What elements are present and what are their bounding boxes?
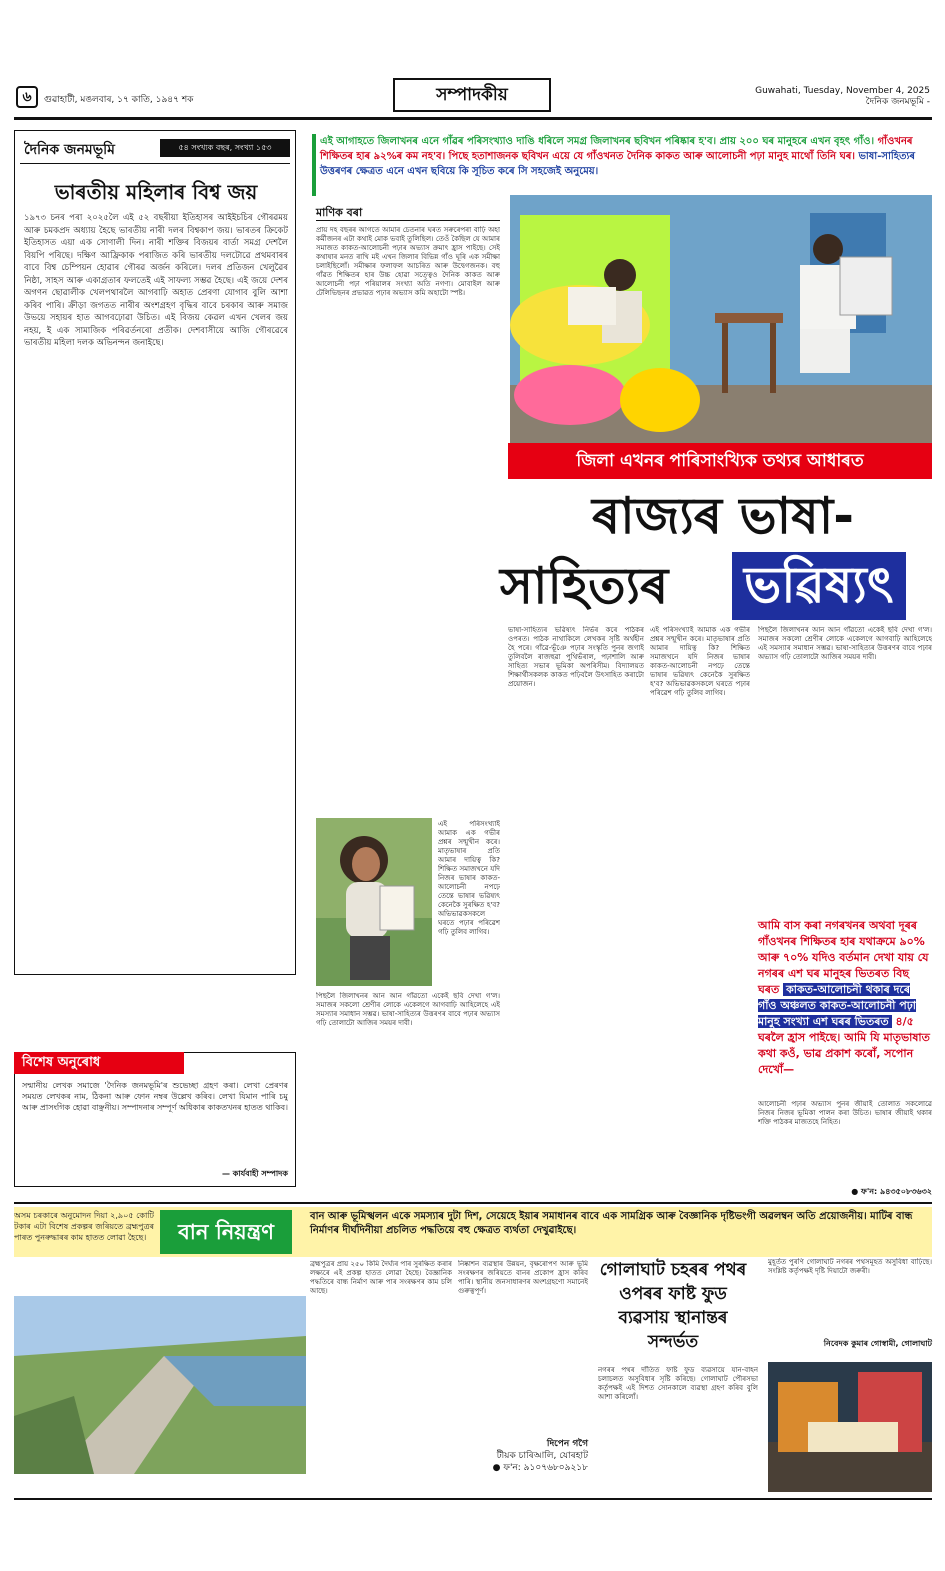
pull-quote-a: আমি বাস কৰা নগৰখনৰ অথবা দূৰৰ গাঁওখনৰ শিক্ষিতৰ হাৰ যথাক্ৰমে ৯০% আৰু ৭০% যদিও বৰ্তমান দেখা যায় যে নগৰৰ এশ ঘৰ মানুহৰ ভিতৰত বিছ ঘৰত [758,919,929,996]
header-rule [14,117,932,120]
golaghat-body: নগৰৰ পথৰ দাঁতিত ফাষ্ট ফুড ব্যৱসায়ে যান-বাহন চলাচলত অসুবিধাৰ সৃষ্টি কৰিছে। গোলাঘাট পৌৰসভা কৰ্তৃপক্ষই এই দিশত সোনকালে ব্যৱস্থা গ্ৰহণ কৰিব বুলি আশা কৰিলোঁ। [598,1366,758,1401]
pull-quote [758,918,932,1078]
flood-body-left: অসম চৰকাৰে অনুমোদন দিয়া ২,৯০৫ কোটি টকাৰ এটা বিশেষ প্ৰকল্পৰ জৰিয়তে ব্ৰহ্মপুত্ৰৰ পাৰত পুনৰুদ্ধাৰৰ কাম হাতত লোৱা হৈছে। [14,1211,154,1242]
editorial-body: ১৯৭৩ চনৰ পৰা ২০২৫লৈ এই ৫২ বছৰীয়া ইতিহাসৰ আইইচচিৰ গৌৰৱময় আৰু চমকপ্ৰদ অধ্যায় হৈছে ভাৰতীয় নাৰী দলৰ বিশ্বকাপ জয়। ভাৰতৰ ক্ৰিকেট ইতিহাসত এয়া এক সোণালী দিন। নাৰী শক্তিৰ বিজয়ৰ বাৰ্তা সমগ্ৰ দেশলৈ বিয়পি পৰিছে। দক্ষিণ আফ্ৰিকাক পৰাজিত কৰি ভাৰতীয় দলটোৱে প্ৰথমবাৰৰ বাবে বিশ্ব চেম্পিয়ন হোৱাৰ গৌৰৱ অৰ্জন কৰিলে। দলৰ প্ৰতিজন খেলুৱৈৰ নিষ্ঠা, সাহস আৰু একাগ্ৰতাৰ ফলতেই এই সাফল্য সম্ভৱ হৈছে। এই জয়ে দেশৰ অগণন ছোৱালীক খেলপথাৰলৈ আগবাঢ়ি অহাত প্ৰেৰণা যোগাব বুলি আশা কৰিব পাৰি। ক্ৰীড়া জগতত নাৰীৰ অংশগ্ৰহণ বৃদ্ধিৰ বাবে চৰকাৰ আৰু সমাজ উভয়ে সহায়ৰ হাত আগবঢ়োৱা উচিত। এই বিজয় কেৱল এখন খেলৰ জয় নহয়, ই এক সামাজিক পৰিৱৰ্তনৰো প্ৰতীক। দেশবাসীয়ে আজি গৌৰৱেৰে ভাৰতীয় মহিলা দলক অভিনন্দন জনাইছে। [24,213,288,348]
fastfood-photo [768,1362,932,1492]
article-intro [320,134,932,179]
article-body-col5-end: আলোচনী পঢ়াৰ অভ্যাস পুনৰ জীয়াই তোলাত সকলোৱে নিজৰ নিজৰ ভূমিকা পালন কৰা উচিত। ভাষাৰ জীয়াই থকাৰ শক্তি পাঠকৰ মাজতহে নিহিত। [758,1100,932,1126]
footer-rule [14,1498,932,1500]
flood-byline: দিপেন গগৈ [546,1439,588,1449]
headline-highlight: ভৱিষ্যৎ [732,552,906,620]
flood-photo [14,1296,306,1474]
flood-title: বান নিয়ন্ত্ৰণ [160,1210,292,1254]
editorial-title: ভাৰতীয় মহিলাৰ বিশ্ব জয় [54,180,258,204]
pull-quote-b: কাকত-আলোচনী থকাৰ দৰে গাঁও অঞ্চলত কাকত-আলোচনী পঢ়া মানুহ সংখ্যা এশ ঘৰৰ ভিতৰত [758,983,916,1028]
article-body-col4: এই পৰিসংখ্যাই আমাক এক গভীৰ প্ৰশ্নৰ সন্মুখীন কৰে। মাতৃভাষাৰ প্ৰতি আমাৰ দায়িত্ব কি? শিক্ষিত সমাজখনে যদি নিজৰ ভাষাৰ কাকত-আলোচনী নপঢ়ে তেন্তে ভাষাৰ ভৱিষ্যৎ কেনেকৈ সুৰক্ষিত হ'ব? অভিভাৱকসকলে ঘৰতে পঢ়াৰ পৰিৱেশ গঢ়ি তুলিব লাগিব। [650,626,750,697]
flood-body-col1: ব্ৰহ্মপুত্ৰৰ প্ৰায় ২৫০ কিমি দৈৰ্ঘ্যৰ পাৰ সুৰক্ষিত কৰাৰ লক্ষ্যৰে এই প্ৰকল্প হাতত লোৱা হৈছে। বৈজ্ঞানিক পদ্ধতিৰে বান্ধ নিৰ্মাণ আৰু পাৰ সংৰক্ষণৰ কাম চলি আছে। [310,1260,452,1295]
flood-intro: বান আৰু ভূমিস্খলন একে সমস্যাৰ দুটা দিশ, সেয়েহে ইয়াৰ সমাধানৰ বাবে এক সামগ্ৰিক আৰু বৈজ্ঞানিক দৃষ্টিভংগী অৱলম্বন অতি প্ৰয়োজনীয়। মাটিৰ বান্ধ নিৰ্মাণৰ দীৰ্ঘদিনীয়া প্ৰচলিত পদ্ধতিয়ে বহু ক্ষেত্ৰত ব্যৰ্থতা দেখুৱাইছে। [310,1211,913,1236]
section-title: সম্পাদকীয় [393,78,551,112]
special-request-heading: বিশেষ অনুৰোধ [14,1052,184,1074]
newspaper-readers-photo [510,195,932,443]
bottom-rule [14,1202,932,1204]
article-body-col2b: এই পৰিসংখ্যাই আমাক এক গভীৰ প্ৰশ্নৰ সন্মুখীন কৰে। মাতৃভাষাৰ প্ৰতি আমাৰ দায়িত্ব কি? শিক্ষিত সমাজখনে যদি নিজৰ ভাষাৰ কাকত-আলোচনী নপঢ়ে তেন্তে ভাষাৰ ভৱিষ্যৎ কেনেকৈ সুৰক্ষিত হ'ব? অভিভাৱকসকলে ঘৰতে পঢ়াৰ পৰিৱেশ গঢ়ি তুলিব লাগিব। [438,820,500,936]
golaghat-byline: নিবেদক কুমাৰ গোস্বামী, গোলাঘাট [823,1339,932,1348]
right-dateline-block [660,86,930,108]
right-dateline: Guwahati, Tuesday, November 4, 2025 [755,86,930,96]
intro-red: গাঁওখনৰ শিক্ষিতৰ হাৰ ৯২%ৰ কম নহ'ব। পিছে হতাশাজনক ছবিখন এয়ে যে গাঁওখনত দৈনিক কাকত আৰু আলোচনী পঢ়া মানুহ মাথোঁ তিনি ঘৰ। [320,136,913,162]
pull-quote-c: ৪/৫ ঘৰলৈ হ্ৰাস পাইছে। আমি যি মাতৃভাষাত কথা কওঁ, ভাৱ প্ৰকাশ কৰোঁ, সপোন দেখোঁ— [758,1015,930,1076]
article-byline: মাণিক বৰা [316,206,363,219]
editorial-badge: ৫৪ সংখ্যক বছৰ, সংখ্যা ১৫৩ [160,139,290,157]
intro-green: এই আগাহতে জিলাখনৰ এনে গাঁৱৰ পৰিসংখ্যাও দাঙি ধৰিলে সমগ্ৰ জিলাখনৰ ছবিখন পৰিষ্কাৰ হ'ব। প্ৰায় ২০০ ঘৰ মানুহৰে এখন বৃহৎ গাঁও। [320,136,875,147]
special-request-signature: — কাৰ্যবাহী সম্পাদক [221,1169,288,1178]
page-number: ৬ [16,86,38,108]
byline-rule [316,220,500,221]
intro-blue: ভাষা-সাহিত্যৰ উত্তৰণৰ ক্ষেত্ৰত এনে এখন ছবিয়ে কি সূচিত কৰে সি সহজেই অনুমেয়। [320,151,916,177]
golaghat-title: গোলাঘাট চহৰৰ পথৰ ওপৰৰ ফাষ্ট ফুড ব্যৱসায় স্থানান্তৰ সন্দৰ্ভত [599,1260,747,1352]
left-dateline: গুৱাহাটী, মঙলবাৰ, ১৭ কাতি, ১৯৪৭ শক [44,95,194,105]
intro-bar [312,134,316,196]
reader-photo [316,818,432,986]
headline-line-2: সাহিত্যৰ [500,557,669,615]
article-body-col1: প্ৰায় দহ বছৰৰ আগতে আমাৰ চেতনাৰ ঘৰত সৰুৰেপৰা বাঢ়ি অহা কৰ্মীজনৰ এটা কথাই মোক ভবাই তুলিছিল। তেওঁ কৈছিল যে আমাৰ সমাজত কাকত-আলোচনী পঢ়াৰ অভ্যাস ক্ৰমাৎ হ্ৰাস পাইছে। সেই কথাষাৰ মনত ৰাখি মই এখন জিলাৰ বিভিন্ন গাঁও ঘূৰি এক সমীক্ষা চলাইছিলোঁ। সমীক্ষাৰ ফলাফল আচৰিত আৰু উদ্বেগজনক। বহু গাঁৱত শিক্ষিতৰ হাৰ উচ্চ হোৱা সত্ত্বেও দৈনিক কাকত আৰু আলোচনী পঢ়া পৰিয়ালৰ সংখ্যা অতি নগণ্য। মোবাইল আৰু টেলিভিছনৰ প্ৰভাৱত পঢ়াৰ অভ্যাস কমি অহাটো স্পষ্ট। [316,226,500,297]
article-body-col2c: পিছলৈ জিলাখনৰ আন আন গাঁৱতো একেই ছবি দেখা গ'ল। সমাজৰ সকলো শ্ৰেণীৰ লোকে একেলগে আগবাঢ়ি আহিলেহে এই সমস্যাৰ সমাধান সম্ভৱ। ভাষা-সাহিত্যৰ উত্তৰণৰ বাবে পঢ়াৰ অভ্যাস গঢ়ি তোলাটো আজিৰ সময়ৰ দাবী। [316,992,500,1027]
flood-byline-sub: টীয়ক চাৰিআলি, যোৰহাট [496,1451,588,1461]
article-body-col3: ভাষা-সাহিত্যৰ ভৱিষ্যৎ নিৰ্ভৰ কৰে পাঠকৰ ওপৰত। পাঠক নাথাকিলে লেখকৰ সৃষ্টি অৰ্থহীন হৈ পৰে। গাঁৱে-ভূঁঞে পঢ়াৰ সংস্কৃতি পুনৰ জগাই তুলিবলৈ ৰাজহুৱা পুথিভঁৰাল, পঢ়াশালি আৰু সাহিত্য সভাৰ ভূমিকা অপৰিসীম। বিদ্যালয়ত শিক্ষাৰ্থীসকলক কাকত পঢ়িবলৈ উৎসাহিত কৰাটো প্ৰয়োজন। [508,626,644,688]
flood-body-col2: নিষ্কাশন ব্যৱস্থাৰ উন্নয়ন, বৃক্ষৰোপণ আৰু ভূমি সংৰক্ষণৰ জৰিয়তে বানৰ প্ৰকোপ হ্ৰাস কৰিব পাৰি। স্থানীয় জনসাধাৰণৰ অংশগ্ৰহণো সমানেই গুৰুত্বপূৰ্ণ। [458,1260,588,1295]
golaghat-body-top: মুহূৰ্তত পুৰণি গোলাঘাট নগৰৰ পথসমূহত অসুবিধা বাঢ়িছে। সংশ্লিষ্ট কৰ্তৃপক্ষই দৃষ্টি দিয়াটো জৰুৰী। [768,1258,932,1275]
flood-byline-block [458,1438,588,1474]
article-contact: ● ফ'ন: ৯৪৩৫০৮৩৬৩২ [851,1187,932,1196]
special-request-body: সন্মানীয় লেখক সমাজে 'দৈনিক জনমভূমি'ৰ শুভেচ্ছা গ্ৰহণ কৰা। লেখা প্ৰেৰণৰ সময়ত লেখকৰ নাম, ঠিকনা আৰু ফোন নম্বৰ উল্লেখ কৰিব। লেখা যিমান পাৰি চমু আৰু প্ৰাসংগিক হোৱা বাঞ্ছনীয়। সম্পাদনাৰ সম্পূৰ্ণ অধিকাৰ কাকতখনৰ হাতত থাকিব। [22,1081,288,1112]
editorial-brand: দৈনিক জনমভূমি [24,142,115,158]
editorial-rule [20,163,290,164]
flood-byline-phone: ● ফ'ন: ৯১০৭৬৮০৯২১৮ [492,1463,588,1473]
article-kicker: জিলা এখনৰ পাৰিসাংখ্যিক তথ্যৰ আধাৰত [508,443,932,479]
article-body-col5: পিছলৈ জিলাখনৰ আন আন গাঁৱতো একেই ছবি দেখা গ'ল। সমাজৰ সকলো শ্ৰেণীৰ লোকে একেলগে আগবাঢ়ি আহিলেহে এই সমস্যাৰ সমাধান সম্ভৱ। ভাষা-সাহিত্যৰ উত্তৰণৰ বাবে পঢ়াৰ অভ্যাস গঢ়ি তোলাটো আজিৰ সময়ৰ দাবী। [758,626,932,661]
headline-line-1: ৰাজ্যৰ ভাষা- [591,487,855,545]
right-brand: দৈনিক জনমভূমি - [865,97,930,107]
